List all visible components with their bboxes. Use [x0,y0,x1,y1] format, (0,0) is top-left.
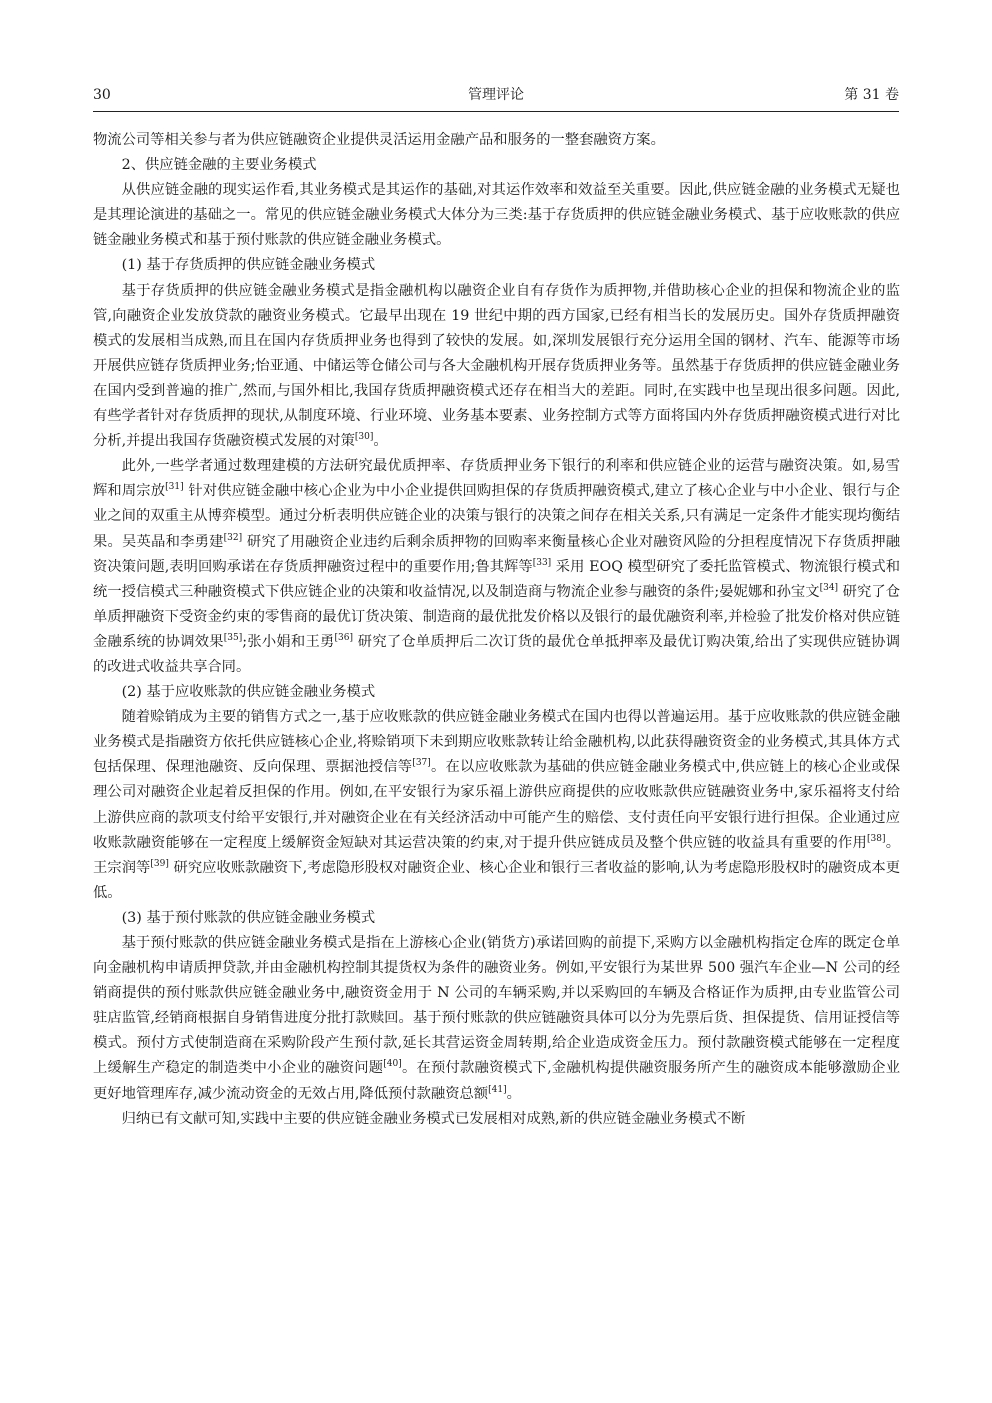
citation-34: [34] [819,582,839,593]
journal-name: 管理评论 [468,87,524,103]
citation-30: [30] [354,432,374,443]
subheading-prepaid-accounts: (3) 基于预付账款的供应链金融业务模式 [121,909,376,926]
citation-40: [40] [383,1059,402,1070]
paragraph-intro-models: 从供应链金融的现实运作看,其业务模式是其运作的基础,对其运作效率和效益至关重要。因此,供应链金融的业务模式无疑也是其理论演进的基础之一。常见的供应链金融业务模式大体分为三类:基于存货质押的供应链金融业务模式、基于应收账款的供应链金融业务模式和基于预付账款的供应链金融业务模式。 [93,182,900,249]
citation-41: [41] [488,1084,507,1095]
citation-33: [33] [532,557,552,568]
citation-37: [37] [412,758,431,769]
volume-label: 第 31 卷 [844,87,899,103]
citation-36: [36] [334,633,354,644]
section-heading-business-models: 2、供应链金融的主要业务模式 [121,157,317,174]
citation-38: [38] [867,833,886,844]
citation-31: [31] [165,482,184,493]
subheading-accounts-receivable: (2) 基于应收账款的供应链金融业务模式 [121,684,376,701]
paragraph-continued: 物流公司等相关参与者为供应链融资企业提供灵活运用金融产品和服务的一整套融资方案。 [93,132,665,148]
page-number: 30 [93,87,111,103]
paragraph-summary: 归纳已有文献可知,实践中主要的供应链金融业务模式已发展相对成熟,新的供应链金融业务模式不断 [121,1110,746,1127]
paragraph-prepaid-accounts: 基于预付账款的供应链金融业务模式是指在上游核心企业(销货方)承诺回购的前提下,采购方以金融机构指定仓库的既定仓单向金融机构申请质押贷款,并由金融机构控制其提货权为条件的融资业务。例如,平安银行为某世界 500 强汽车企业—N 公司的经销商提供的预付账款供应链金融业务中,融资资金用于 N 公司的车辆采购,并以采购回的车辆及合格证作为质押,由专业监管公司驻店监管,经销商根据自身销售进度分批打款赎回。基于预付账款的供应链融资具体可以分为先票后货、担保提货、信用证授信等模式。预付方式使制造商在采购阶段产生预付款,延长其营运资金周转期,给企业造成资金压力。预付款融资模式能够在一定程度上缓解生产稳定的制造类中小企业的融资问题[40]。在预付款融资模式下,金融机构提供融资服务所产生的融资成本能够激励企业更好地管理库存,减少流动资金的无效占用,降低预付款融资总额[41]。 [93,935,900,1102]
paragraph-accounts-receivable: 随着赊销成为主要的销售方式之一,基于应收账款的供应链金融业务模式在国内也得以普遍运用。基于应收账款的供应链金融业务模式是指融资方依托供应链核心企业,将赊销项下未到期应收账款转让给金融机构,以此获得融资资金的业务模式,其具体方式包括保理、保理池融资、反向保理、票据池授信等[37]。在以应收账款为基础的供应链金融业务模式中,供应链上的核心企业或保理公司对融资企业起着反担保的作用。例如,在平安银行为家乐福上游供应商提供的应收账款供应链融资业务中,家乐福将支付给上游供应商的款项支付给平安银行,并对融资企业在有关经济活动中可能产生的赔偿、支付责任向平安银行进行担保。企业通过应收账款融资能够在一定程度上缓解资金短缺对其运营决策的约束,对于提升供应链成员及整个供应链的收益具有重要的作用[38]。王宗润等[39] 研究应收账款融资下,考虑隐形股权对融资企业、核心企业和银行三者收益的影响,认为考虑隐形股权时的融资成本更低。 [93,709,901,901]
article-body [93,128,900,1132]
paragraph-modeling-research: 此外,一些学者通过数理建模的方法研究最优质押率、存货质押业务下银行的利率和供应链企业的运营与融资决策。如,易雪辉和周宗放[31] 针对供应链金融中核心企业为中小企业提供回购担保的存货质押融资模式,建立了核心企业与中小企业、银行与企业之间的双重主从博弈模型。通过分析表明供应链企业的决策与银行的决策之间存在相关关系,只有满足一定条件才能实现均衡结果。吴英晶和李勇建[32] 研究了用融资企业违约后剩余质押物的回购率来衡量核心企业对融资风险的分担程度情况下存货质押融资决策问题,表明回购承诺在存货质押融资过程中的重要作用;鲁其辉等[33] 采用 EOQ 模型研究了委托监管模式、物流银行模式和统一授信模式三种融资模式下供应链企业的决策和收益情况,以及制造商与物流企业参与融资的条件;晏妮娜和孙宝文[34] 研究了仓单质押融资下受资金约束的零售商的最优订货决策、制造商的最优批发价格以及银行的最优融资利率,并检验了批发价格对供应链金融系统的协调效果[35];张小娟和王勇[36] 研究了仓单质押后二次订货的最优仓单抵押率及最优订购决策,给出了实现供应链协调的改进式收益共享合同。 [93,458,901,675]
paragraph-inventory-pledge: 基于存货质押的供应链金融业务模式是指金融机构以融资企业自有存货作为质押物,并借助核心企业的担保和物流企业的监管,向融资企业发放贷款的融资业务模式。它最早出现在 19 世纪中期的西方国家,已经有相当长的发展历史。国外存货质押融资模式的发展相当成熟,而且在国内存货质押业务也得到了较快的发展。如,深圳发展银行充分运用全国的钢材、汽车、能源等市场开展供应链存货质押业务;怡亚通、中储运等仓储公司与各大金融机构开展存货质押业务等。虽然基于存货质押的供应链金融业务在国内受到普遍的推广,然而,与国外相比,我国存货质押融资模式还存在相当大的差距。同时,在实践中也呈现出很多问题。因此,有些学者针对存货质押的现状,从制度环境、行业环境、业务基本要素、业务控制方式等方面将国内外存货质押融资模式进行对比分析,并提出我国存货融资模式发展的对策[30]。 [93,282,900,450]
subheading-inventory-pledge: (1) 基于存货质押的供应链金融业务模式 [121,257,376,274]
citation-35: [35] [223,633,243,644]
citation-39: [39] [150,858,169,869]
running-header [93,85,899,112]
citation-32: [32] [223,532,243,543]
